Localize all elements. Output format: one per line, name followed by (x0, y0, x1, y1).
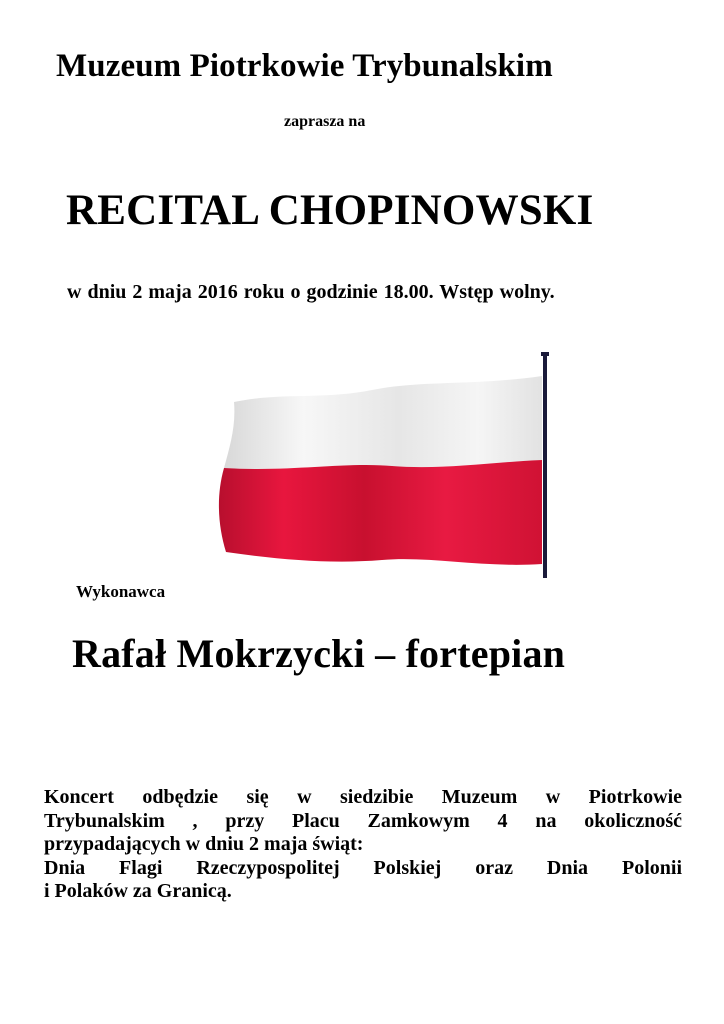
flag-white-stripe (224, 376, 542, 469)
info-line: Dnia Flagi Rzeczypospolitej Polskiej oraz Dnia Polonii (44, 856, 682, 879)
info-line: Trybunalskim , przy Placu Zamkowym 4 na okoliczność (44, 809, 682, 832)
polish-flag-image (212, 346, 562, 582)
museum-title: Muzeum Piotrkowie Trybunalskim (56, 48, 553, 84)
info-line: Koncert odbędzie się w siedzibie Muzeum w Piotrkowie (44, 786, 682, 808)
event-date-line: w dniu 2 maja 2016 roku o godzinie 18.00. Wstęp wolny. (67, 281, 555, 303)
info-line: przypadających w dniu 2 maja świąt: (44, 833, 364, 855)
performer-name: Rafał Mokrzycki – fortepian (72, 631, 566, 676)
invites-text: zaprasza na (284, 113, 366, 130)
recital-title: RECITAL CHOPINOWSKI (66, 187, 594, 234)
info-line: i Polaków za Granicą. (44, 880, 232, 902)
concert-info (44, 786, 682, 904)
flag-pole-top (541, 352, 549, 356)
flag-red-stripe (219, 460, 542, 565)
flag-pole (543, 354, 547, 578)
performer-label: Wykonawca (76, 582, 166, 601)
